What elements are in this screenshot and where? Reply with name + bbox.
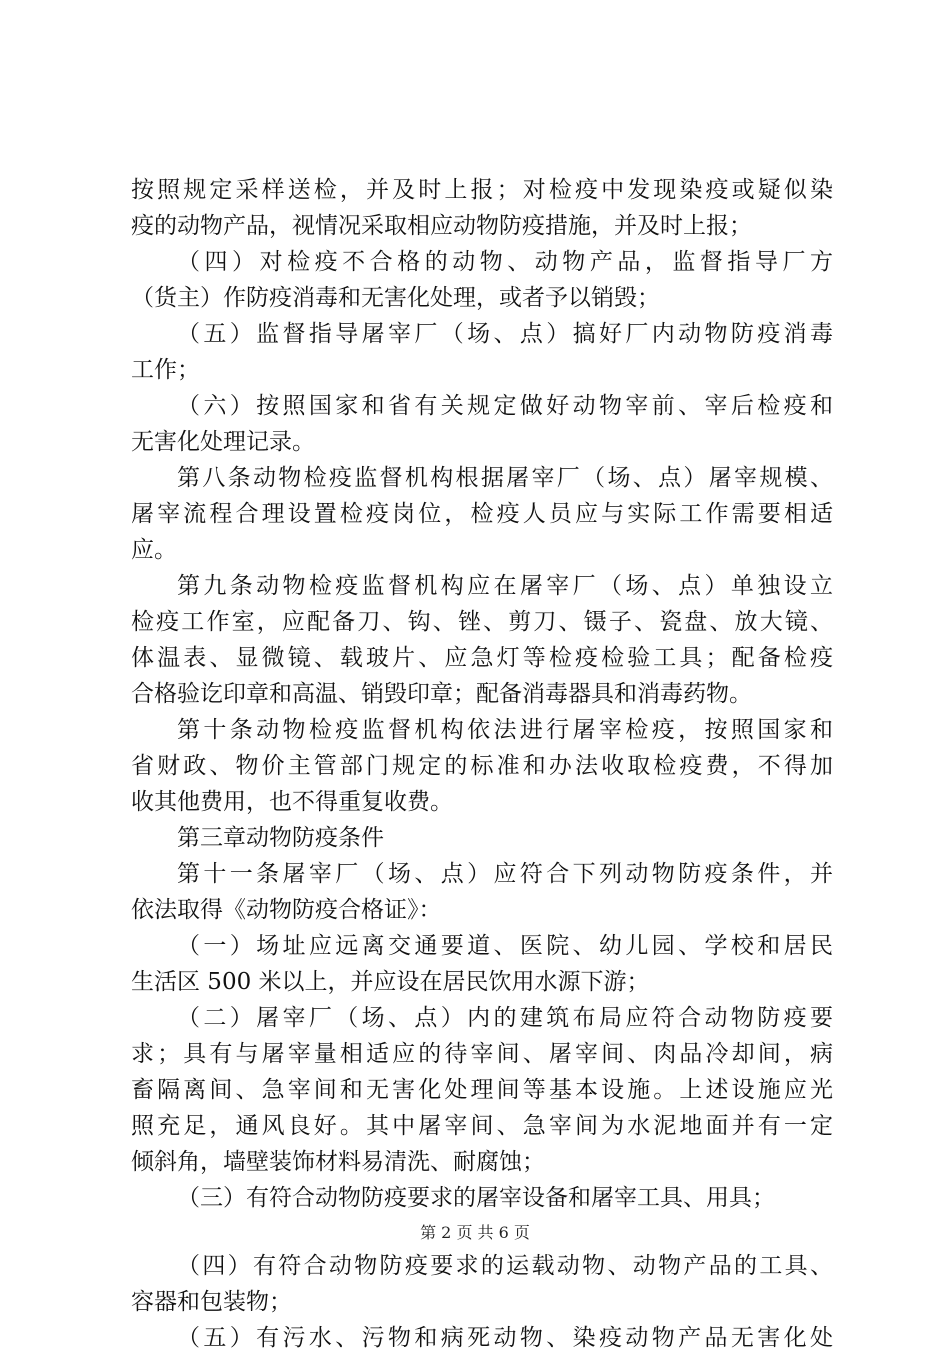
document-body <box>131 172 833 1356</box>
text-line: （三）有符合动物防疫要求的屠宰设备和屠宰工具、用具； <box>177 1185 775 1211</box>
text-line: 倾斜角，墙壁装饰材料易清洗、耐腐蚀； <box>131 1149 545 1175</box>
text-line: 第九条动物检疫监督机构应在屠宰厂（场、点）单独设立 <box>177 573 833 599</box>
text-line: （四）对检疫不合格的动物、动物产品，监督指导厂方 <box>177 249 833 275</box>
text-line: 合格验讫印章和高温、销毁印章；配备消毒器具和消毒药物。 <box>131 681 752 707</box>
text-line: 求；具有与屠宰量相适应的待宰间、屠宰间、肉品冷却间，病 <box>131 1041 833 1067</box>
text-line: （二）屠宰厂（场、点）内的建筑布局应符合动物防疫要 <box>177 1005 833 1031</box>
text-line: （五）监督指导屠宰厂（场、点）搞好厂内动物防疫消毒 <box>177 321 833 347</box>
text-line: 屠宰流程合理设置检疫岗位，检疫人员应与实际工作需要相适 <box>131 501 833 527</box>
text-line: 生活区 500 米以上，并应设在居民饮用水源下游； <box>131 969 650 995</box>
text-line: 第三章动物防疫条件 <box>177 825 384 851</box>
text-line: 第十一条屠宰厂（场、点）应符合下列动物防疫条件，并 <box>177 861 833 887</box>
text-line: 疫的动物产品，视情况采取相应动物防疫措施，并及时上报； <box>131 213 752 239</box>
text-line: 检疫工作室，应配备刀、钩、锉、剪刀、镊子、瓷盘、放大镜、 <box>131 609 833 635</box>
text-line: 第十条动物检疫监督机构依法进行屠宰检疫，按照国家和 <box>177 717 833 743</box>
text-line: 照充足，通风良好。其中屠宰间、急宰间为水泥地面并有一定 <box>131 1113 833 1139</box>
page-number-footer: 第 2 页 共 6 页 <box>420 1223 530 1242</box>
text-line: 无害化处理记录。 <box>131 429 315 455</box>
text-line: （六）按照国家和省有关规定做好动物宰前、宰后检疫和 <box>177 393 833 419</box>
text-line: （货主）作防疫消毒和无害化处理，或者予以销毁； <box>131 285 660 311</box>
text-line: 依法取得《动物防疫合格证》： <box>131 897 442 923</box>
text-line: 体温表、显微镜、载玻片、应急灯等检疫检验工具；配备检疫 <box>131 645 833 671</box>
text-line: 畜隔离间、急宰间和无害化处理间等基本设施。上述设施应光 <box>131 1077 833 1103</box>
text-line: （四）有符合动物防疫要求的运载动物、动物产品的工具、 <box>177 1253 833 1279</box>
text-line: 工作； <box>131 357 200 383</box>
text-line: 省财政、物价主管部门规定的标准和办法收取检疫费，不得加 <box>131 753 833 779</box>
text-line: 应。 <box>131 537 177 563</box>
text-line: （五）有污水、污物和病死动物、染疫动物产品无害化处 <box>177 1325 833 1351</box>
text-line: （一）场址应远离交通要道、医院、幼儿园、学校和居民 <box>177 933 833 959</box>
text-line: 按照规定采样送检，并及时上报；对检疫中发现染疫或疑似染 <box>131 177 833 203</box>
text-line: 容器和包装物； <box>131 1289 292 1315</box>
text-line: 收其他费用，也不得重复收费。 <box>131 789 453 815</box>
text-line: 第八条动物检疫监督机构根据屠宰厂（场、点）屠宰规模、 <box>177 465 833 491</box>
